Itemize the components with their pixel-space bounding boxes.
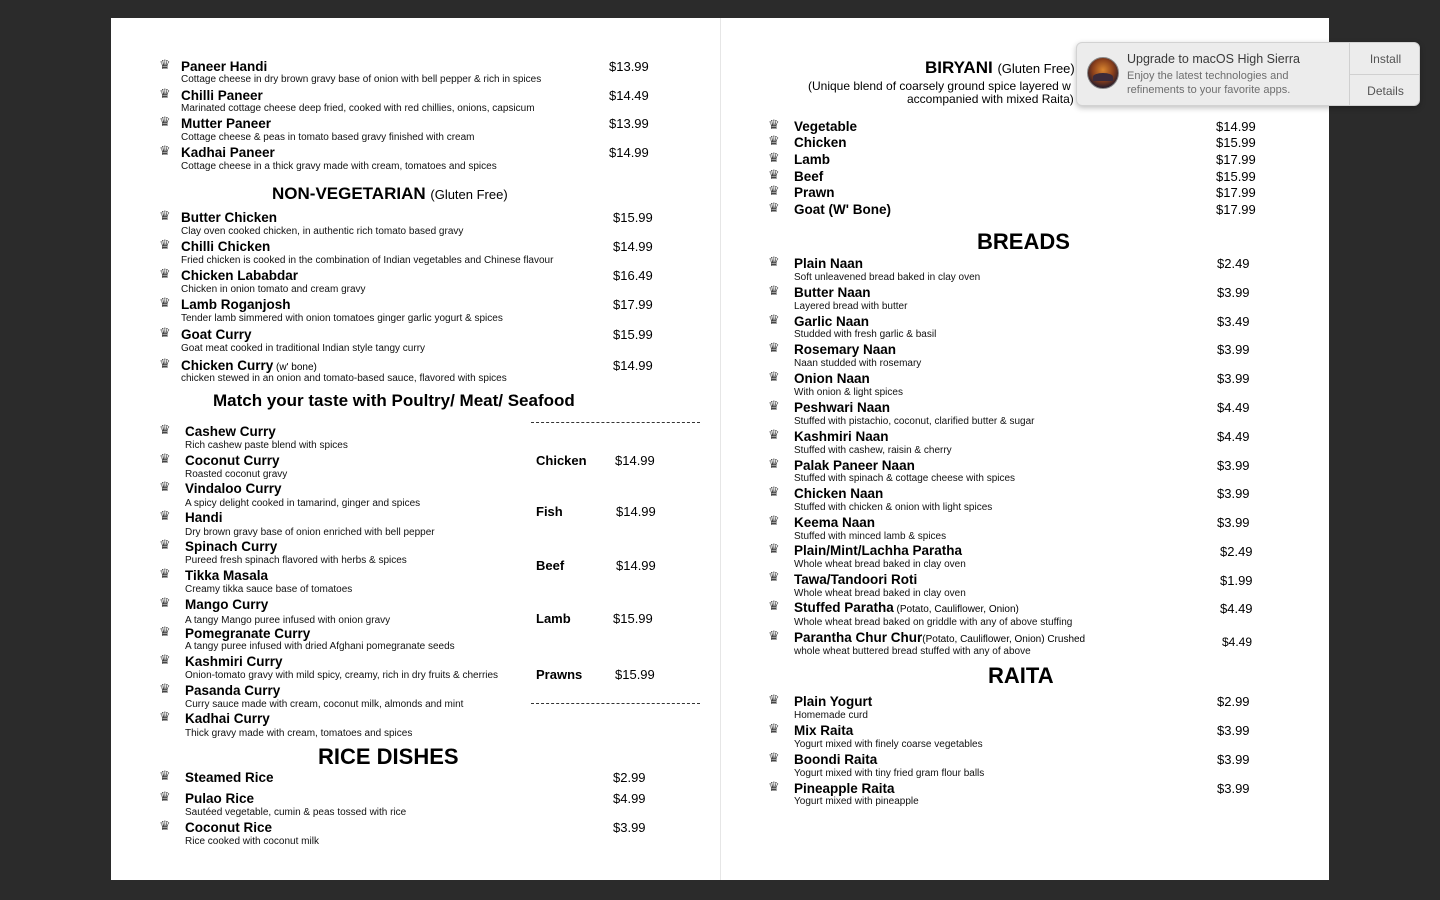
menu-item-desc: Soft unleavened bread baked in clay oven <box>794 272 981 283</box>
menu-item-price: $13.99 <box>609 59 649 74</box>
menu-item-name: Goat Curry <box>181 327 252 342</box>
menu-item-price: $3.99 <box>1217 458 1250 473</box>
crown-icon: ♛ <box>768 750 780 765</box>
menu-item-desc: Sautéed vegetable, cumin & peas tossed with rice <box>185 807 407 818</box>
menu-item-price: $4.99 <box>613 791 646 806</box>
curry-desc: Thick gravy made with cream, tomatoes and spices <box>185 728 413 739</box>
menu-item-desc: Homemade curd <box>794 710 868 721</box>
crown-icon: ♛ <box>159 422 171 437</box>
menu-item-desc: Yogurt mixed with finely coarse vegetables <box>794 739 983 750</box>
menu-item-price: $2.49 <box>1217 256 1250 271</box>
crown-icon: ♛ <box>159 537 171 552</box>
menu-item-name: Chicken Curry (w' bone) <box>181 358 317 373</box>
menu-item-name: Plain/Mint/Lachha Paratha <box>794 543 963 558</box>
curry-name: Kadhai Curry <box>185 711 270 726</box>
menu-item-desc: Stuffed with chicken & onion with light spices <box>794 502 993 513</box>
menu-item-price: $15.99 <box>613 327 653 342</box>
menu-item-name: Rosemary Naan <box>794 342 897 357</box>
menu-item-name: Goat (W' Bone) <box>794 202 891 217</box>
crown-icon: ♛ <box>768 183 780 198</box>
menu-item-name: Stuffed Paratha (Potato, Cauliflower, Onion) <box>794 600 1019 615</box>
menu-item-price: $4.49 <box>1220 601 1253 616</box>
menu-item-price: $4.49 <box>1217 429 1250 444</box>
crown-icon: ♛ <box>159 143 171 158</box>
menu-item-name: Chicken Lababdar <box>181 268 299 283</box>
menu-item-name: Tawa/Tandoori Roti <box>794 572 918 587</box>
menu-item-name: Keema Naan <box>794 515 876 530</box>
menu-item-desc: Yogurt mixed with pineapple <box>794 796 919 807</box>
curry-name: Cashew Curry <box>185 424 276 439</box>
curry-desc: Rich cashew paste blend with spices <box>185 440 348 451</box>
menu-item-name: Pulao Rice <box>185 791 255 806</box>
crown-icon: ♛ <box>768 340 780 355</box>
menu-item-desc: Chicken in onion tomato and cream gravy <box>181 284 366 295</box>
raita-heading: RAITA <box>988 663 1054 688</box>
crown-icon: ♛ <box>768 312 780 327</box>
menu-item-price: $2.49 <box>1220 544 1253 559</box>
upgrade-notification[interactable] <box>1076 42 1420 106</box>
menu-item-name: Lamb Roganjosh <box>181 297 291 312</box>
menu-item-desc: Whole wheat bread baked on griddle with any of above stuffing <box>794 617 1073 628</box>
menu-item-desc: whole wheat buttered bread stuffed with any of above <box>794 646 1031 657</box>
menu-item-name: Mix Raita <box>794 723 854 738</box>
menu-item-price: $2.99 <box>613 770 646 785</box>
menu-item-price: $17.99 <box>613 297 653 312</box>
curry-desc: Curry sauce made with cream, coconut milk, almonds and mint <box>185 699 464 710</box>
notification-title: Upgrade to macOS High Sierra <box>1127 52 1300 66</box>
crown-icon: ♛ <box>768 398 780 413</box>
crown-icon: ♛ <box>159 208 171 223</box>
menu-item-desc: Cottage cheese & peas in tomato based gravy finished with cream <box>181 132 475 143</box>
crown-icon: ♛ <box>768 200 780 215</box>
menu-item-name: Beef <box>794 169 824 184</box>
install-button[interactable]: Install <box>1350 43 1420 75</box>
curry-desc: Roasted coconut gravy <box>185 469 288 480</box>
menu-item-name: Butter Naan <box>794 285 871 300</box>
menu-item-desc: chicken stewed in an onion and tomato-based sauce, flavored with spices <box>181 373 507 384</box>
crown-icon: ♛ <box>768 541 780 556</box>
crown-icon: ♛ <box>159 709 171 724</box>
curry-desc: Creamy tikka sauce base of tomatoes <box>185 584 353 595</box>
crown-icon: ♛ <box>159 652 171 667</box>
menu-item-price: $17.99 <box>1216 152 1256 167</box>
macos-high-sierra-icon <box>1087 57 1119 89</box>
page-spread-divider <box>720 18 721 880</box>
menu-item-price: $4.49 <box>1217 400 1250 415</box>
menu-item-price: $3.99 <box>1217 285 1250 300</box>
menu-item-desc: Goat meat cooked in traditional Indian style tangy curry <box>181 343 426 354</box>
menu-item-price: $14.99 <box>609 145 649 160</box>
crown-icon: ♛ <box>159 768 171 783</box>
crown-icon: ♛ <box>159 789 171 804</box>
menu-item-price: $16.49 <box>613 268 653 283</box>
curry-name: Vindaloo Curry <box>185 481 282 496</box>
crown-icon: ♛ <box>159 57 171 72</box>
curry-name: Pasanda Curry <box>185 683 281 698</box>
menu-item-name: Palak Paneer Naan <box>794 458 915 473</box>
rice-heading: RICE DISHES <box>318 744 459 769</box>
menu-item-price: $3.99 <box>1217 486 1250 501</box>
biryani-description-line1: (Unique blend of coarsely ground spice layered w <box>808 79 1071 93</box>
menu-item-price: $14.99 <box>613 358 653 373</box>
crown-icon: ♛ <box>159 114 171 129</box>
crown-icon: ♛ <box>159 681 171 696</box>
crown-icon: ♛ <box>159 479 171 494</box>
crown-icon: ♛ <box>768 598 780 613</box>
crown-icon: ♛ <box>768 569 780 584</box>
menu-item-desc: Yogurt mixed with tiny fried gram flour balls <box>794 768 985 779</box>
menu-item-name: Vegetable <box>794 119 858 134</box>
menu-item-price: $1.99 <box>1220 573 1253 588</box>
dashed-divider <box>531 703 700 704</box>
breads-heading: BREADS <box>977 229 1070 254</box>
notification-actions <box>1349 43 1420 106</box>
menu-item-name: Chilli Chicken <box>181 239 271 254</box>
menu-item-name: Garlic Naan <box>794 314 870 329</box>
menu-item-name: Prawn <box>794 185 835 200</box>
crown-icon: ♛ <box>768 628 780 643</box>
menu-item-desc: Stuffed with spinach & cottage cheese with spices <box>794 473 1016 484</box>
crown-icon: ♛ <box>768 150 780 165</box>
menu-item-name: Coconut Rice <box>185 820 273 835</box>
crown-icon: ♛ <box>159 295 171 310</box>
menu-item-desc: Marinated cottage cheese deep fried, cooked with red chillies, onions, capsicum <box>181 103 535 114</box>
menu-item-name: Boondi Raita <box>794 752 878 767</box>
curry-desc: Onion-tomato gravy with mild spicy, creamy, rich in dry fruits & cherries <box>185 670 499 681</box>
menu-item-name: Butter Chicken <box>181 210 278 225</box>
crown-icon: ♛ <box>768 692 780 707</box>
crown-icon: ♛ <box>768 721 780 736</box>
menu-item-name: Parantha Chur Chur(Potato, Cauliflower, Onion) Crushed <box>794 630 1086 645</box>
crown-icon: ♛ <box>768 117 780 132</box>
menu-item-desc: Clay oven cooked chicken, in authentic rich tomato based gravy <box>181 226 464 237</box>
crown-icon: ♛ <box>768 427 780 442</box>
menu-item-name: Kashmiri Naan <box>794 429 889 444</box>
match-taste-heading: Match your taste with Poultry/ Meat/ Seafood <box>213 391 575 410</box>
menu-item-price: $14.99 <box>613 239 653 254</box>
crown-icon: ♛ <box>159 818 171 833</box>
menu-item-price: $14.99 <box>1216 119 1256 134</box>
menu-item-desc: Cottage cheese in dry brown gravy base of onion with bell pepper & rich in spices <box>181 74 542 85</box>
crown-icon: ♛ <box>159 325 171 340</box>
menu-item-price: $3.99 <box>1217 781 1250 796</box>
menu-item-name: Chicken Naan <box>794 486 884 501</box>
crown-icon: ♛ <box>159 237 171 252</box>
menu-item-price: $3.99 <box>613 820 646 835</box>
menu-item-price: $15.99 <box>1216 135 1256 150</box>
curry-name: Mango Curry <box>185 597 269 612</box>
crown-icon: ♛ <box>768 779 780 794</box>
menu-item-price: $13.99 <box>609 116 649 131</box>
biryani-heading: BIRYANI (Gluten Free) <box>925 58 1075 77</box>
crown-icon: ♛ <box>768 369 780 384</box>
menu-item-desc: Fried chicken is cooked in the combination of Indian vegetables and Chinese flavour <box>181 255 554 266</box>
crown-icon: ♛ <box>159 451 171 466</box>
menu-item-desc: Stuffed with cashew, raisin & cherry <box>794 445 952 456</box>
menu-item-name: Plain Yogurt <box>794 694 873 709</box>
menu-item-price: $3.99 <box>1217 752 1250 767</box>
curry-name: Pomegranate Curry <box>185 626 311 641</box>
menu-item-desc: Layered bread with butter <box>794 301 908 312</box>
crown-icon: ♛ <box>159 566 171 581</box>
menu-item-name: Plain Naan <box>794 256 864 271</box>
crown-icon: ♛ <box>768 484 780 499</box>
menu-item-price: $4.49 <box>1222 635 1253 649</box>
menu-item-desc: With onion & light spices <box>794 387 903 398</box>
crown-icon: ♛ <box>159 86 171 101</box>
menu-item-name: Lamb <box>794 152 831 167</box>
menu-item-desc: Whole wheat bread baked in clay oven <box>794 559 966 570</box>
curry-desc: Pureed fresh spinach flavored with herbs & spices <box>185 555 407 566</box>
crown-icon: ♛ <box>768 167 780 182</box>
menu-item-name: Onion Naan <box>794 371 870 386</box>
menu-item-price: $3.99 <box>1217 515 1250 530</box>
menu-item-name: Pineapple Raita <box>794 781 895 796</box>
menu-item-price: $14.49 <box>609 88 649 103</box>
menu-item-name: Peshwari Naan <box>794 400 891 415</box>
menu-item-desc: Stuffed with pistachio, coconut, clarified butter & sugar <box>794 416 1035 427</box>
biryani-description-line2: accompanied with mixed Raita) <box>907 92 1074 106</box>
curry-name: Kashmiri Curry <box>185 654 283 669</box>
menu-item-name: Paneer Handi <box>181 59 268 74</box>
crown-icon: ♛ <box>159 356 171 371</box>
curry-name: Tikka Masala <box>185 568 269 583</box>
curry-desc: A tangy puree infused with dried Afghani pomegranate seeds <box>185 641 455 652</box>
curry-name: Coconut Curry <box>185 453 280 468</box>
crown-icon: ♛ <box>768 254 780 269</box>
menu-item-price: $3.99 <box>1217 342 1250 357</box>
curry-desc: A spicy delight cooked in tamarind, ginger and spices <box>185 498 421 509</box>
crown-icon: ♛ <box>768 283 780 298</box>
menu-item-price: $3.49 <box>1217 314 1250 329</box>
curry-desc: A tangy Mango puree infused with onion gravy <box>185 615 391 626</box>
crown-icon: ♛ <box>768 456 780 471</box>
menu-item-name: Chilli Paneer <box>181 88 263 103</box>
notification-body: Enjoy the latest technologies and refinements to your favorite apps. <box>1127 70 1291 96</box>
menu-item-desc: Tender lamb simmered with onion tomatoes ginger garlic yogurt & spices <box>181 313 503 324</box>
crown-icon: ♛ <box>768 133 780 148</box>
curry-name: Handi <box>185 510 223 525</box>
menu-item-name: Kadhai Paneer <box>181 145 275 160</box>
menu-item-price: $17.99 <box>1216 202 1256 217</box>
menu-item-price: $2.99 <box>1217 694 1250 709</box>
crown-icon: ♛ <box>768 513 780 528</box>
menu-item-price: $15.99 <box>613 210 653 225</box>
crown-icon: ♛ <box>159 508 171 523</box>
curry-name: Spinach Curry <box>185 539 278 554</box>
crown-icon: ♛ <box>159 624 171 639</box>
dashed-divider <box>531 422 700 423</box>
menu-item-price: $15.99 <box>1216 169 1256 184</box>
menu-item-price: $17.99 <box>1216 185 1256 200</box>
menu-item-price: $3.99 <box>1217 723 1250 738</box>
details-button[interactable]: Details <box>1367 84 1404 98</box>
menu-item-desc: Stuffed with minced lamb & spices <box>794 531 947 542</box>
nonveg-heading: NON-VEGETARIAN (Gluten Free) <box>272 184 508 203</box>
menu-item-desc: Studded with fresh garlic & basil <box>794 329 937 340</box>
menu-item-desc: Cottage cheese in a thick gravy made with cream, tomatoes and spices <box>181 161 497 172</box>
menu-item-name: Mutter Paneer <box>181 116 272 131</box>
crown-icon: ♛ <box>159 266 171 281</box>
menu-item-desc: Whole wheat bread baked in clay oven <box>794 588 966 599</box>
menu-item-price: $3.99 <box>1217 371 1250 386</box>
menu-item-name: Steamed Rice <box>185 770 274 785</box>
crown-icon: ♛ <box>159 595 171 610</box>
menu-item-desc: Rice cooked with coconut milk <box>185 836 319 847</box>
curry-desc: Dry brown gravy base of onion enriched with bell pepper <box>185 527 435 538</box>
menu-item-name: Chicken <box>794 135 847 150</box>
menu-item-desc: Naan studded with rosemary <box>794 358 922 369</box>
